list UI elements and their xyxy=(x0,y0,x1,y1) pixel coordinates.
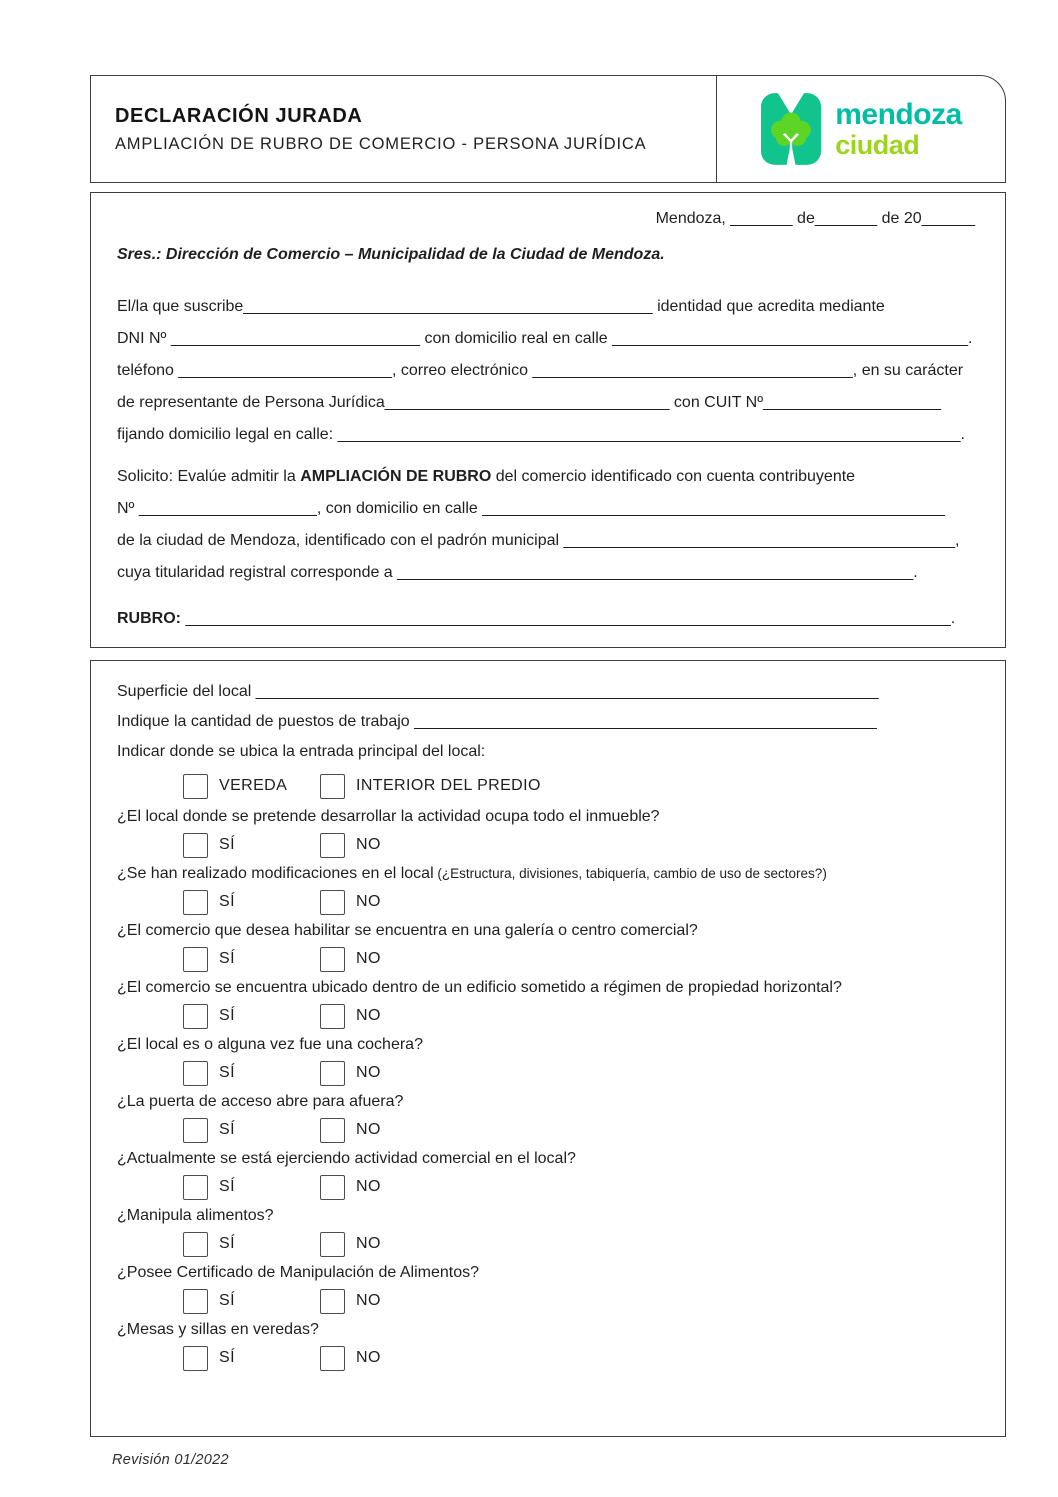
checkbox-label-si-7: SÍ xyxy=(219,1178,235,1195)
superficie-fill-line: Superficie del local ______________________________________________________________________ xyxy=(117,683,879,700)
checkbox-label-no-10: NO xyxy=(356,1349,381,1366)
question-block-6 xyxy=(117,1090,979,1143)
answer-row-4 xyxy=(183,1003,979,1029)
rubro-label: RUBRO: xyxy=(117,610,181,627)
answer-si-8 xyxy=(183,1232,320,1257)
answer-no-10 xyxy=(320,1346,381,1371)
question-main-5: ¿El local es o alguna vez fue una cochera? xyxy=(117,1036,423,1053)
checkbox-label-si-6: SÍ xyxy=(219,1121,235,1138)
page-title: DECLARACIÓN JURADA xyxy=(115,104,363,127)
checkbox-label-no-3: NO xyxy=(356,950,381,967)
question-block-7 xyxy=(117,1147,979,1200)
identity-line-suscribe: El/la que suscribe______________________________________________ identidad que acredita mediante xyxy=(117,298,885,315)
identity-line-representante: de representante de Persona Jurídica________________________________ con CUIT Nº____________________ xyxy=(117,394,942,411)
checkbox-interior-del-predio[interactable] xyxy=(320,774,345,799)
request-line-titularidad: cuya titularidad registral corresponde a __________________________________________________________. xyxy=(117,564,918,581)
answer-si-7 xyxy=(183,1175,320,1200)
answer-row-10 xyxy=(183,1345,979,1371)
checkbox-no-2[interactable] xyxy=(320,890,345,915)
option-vereda xyxy=(183,774,320,799)
question-main-3: ¿El comercio que desea habilitar se encuentra en una galería o centro comercial? xyxy=(117,922,698,939)
checkbox-label-no-4: NO xyxy=(356,1007,381,1024)
checkbox-label-interior-del-predio: INTERIOR DEL PREDIO xyxy=(356,777,541,794)
question-main-2: ¿Se han realizado modificaciones en el local xyxy=(117,865,434,882)
question-main-4: ¿El comercio se encuentra ubicado dentro de un edificio sometido a régimen de propiedad horizontal? xyxy=(117,979,842,996)
checkbox-si-5[interactable] xyxy=(183,1061,208,1086)
puestos-fill-line: Indique la cantidad de puestos de trabajo ____________________________________________________ xyxy=(117,713,877,730)
checkbox-si-6[interactable] xyxy=(183,1118,208,1143)
question-block-10 xyxy=(117,1318,979,1371)
header-title-block xyxy=(91,76,717,182)
request-line-cuenta: Nº ____________________, con domicilio en calle ____________________________________________________ xyxy=(117,500,945,517)
question-text-10 xyxy=(117,1318,979,1342)
question-block-2 xyxy=(117,862,979,915)
checkbox-no-5[interactable] xyxy=(320,1061,345,1086)
question-block-4 xyxy=(117,976,979,1029)
entrada-label: Indicar donde se ubica la entrada principal del local: xyxy=(117,743,486,760)
question-main-1: ¿El local donde se pretende desarrollar la actividad ocupa todo el inmueble? xyxy=(117,808,660,825)
entrada-options-row xyxy=(183,773,979,799)
checkbox-si-7[interactable] xyxy=(183,1175,208,1200)
question-block-8 xyxy=(117,1204,979,1257)
question-text-8 xyxy=(117,1204,979,1228)
rubro-fill: ______________________________________________________________________________________. xyxy=(181,610,956,627)
checkbox-si-8[interactable] xyxy=(183,1232,208,1257)
answer-row-6 xyxy=(183,1117,979,1143)
answer-si-9 xyxy=(183,1289,320,1314)
answer-row-8 xyxy=(183,1231,979,1257)
request-prefix: Solicito: Evalúe admitir la xyxy=(117,468,301,485)
checkbox-no-8[interactable] xyxy=(320,1232,345,1257)
question-main-9: ¿Posee Certificado de Manipulación de Alimentos? xyxy=(117,1264,479,1281)
question-text-4 xyxy=(117,976,979,1000)
answer-si-1 xyxy=(183,833,320,858)
request-highlight: AMPLIACIÓN DE RUBRO xyxy=(300,468,492,485)
letter-section xyxy=(90,192,1006,648)
question-text-5 xyxy=(117,1033,979,1057)
checkbox-label-si-1: SÍ xyxy=(219,836,235,853)
questionnaire-section xyxy=(90,660,1006,1437)
question-text-3 xyxy=(117,919,979,943)
checkbox-label-si-9: SÍ xyxy=(219,1292,235,1309)
answer-no-5 xyxy=(320,1061,381,1086)
answer-si-4 xyxy=(183,1004,320,1029)
answer-row-3 xyxy=(183,946,979,972)
option-interior-del-predio xyxy=(320,774,541,799)
checkbox-si-2[interactable] xyxy=(183,890,208,915)
answer-si-5 xyxy=(183,1061,320,1086)
answer-si-2 xyxy=(183,890,320,915)
checkbox-si-9[interactable] xyxy=(183,1289,208,1314)
question-text-6 xyxy=(117,1090,979,1114)
checkbox-label-si-10: SÍ xyxy=(219,1349,235,1366)
checkbox-label-no-6: NO xyxy=(356,1121,381,1138)
checkbox-no-9[interactable] xyxy=(320,1289,345,1314)
revision-note: Revisión 01/2022 xyxy=(112,1452,229,1468)
question-block-3 xyxy=(117,919,979,972)
checkbox-no-4[interactable] xyxy=(320,1004,345,1029)
answer-row-9 xyxy=(183,1288,979,1314)
checkbox-no-3[interactable] xyxy=(320,947,345,972)
checkbox-no-7[interactable] xyxy=(320,1175,345,1200)
checkbox-label-si-2: SÍ xyxy=(219,893,235,910)
question-text-2 xyxy=(117,862,979,886)
logo-wordmark xyxy=(835,97,962,160)
identity-line-dni: DNI Nº ____________________________ con domicilio real en calle ________________________________________. xyxy=(117,330,973,347)
checkbox-label-si-8: SÍ xyxy=(219,1235,235,1252)
question-text-7 xyxy=(117,1147,979,1171)
request-line-padron: de la ciudad de Mendoza, identificado con el padrón municipal ____________________________________________, xyxy=(117,532,960,549)
answer-no-4 xyxy=(320,1004,381,1029)
identity-line-domicilio-legal: fijando domicilio legal en calle: ______________________________________________________________________. xyxy=(117,426,965,443)
answer-si-6 xyxy=(183,1118,320,1143)
salutation: Sres.: Dirección de Comercio – Municipalidad de la Ciudad de Mendoza. xyxy=(117,246,665,263)
checkbox-si-10[interactable] xyxy=(183,1346,208,1371)
answer-no-9 xyxy=(320,1289,381,1314)
checkbox-label-no-7: NO xyxy=(356,1178,381,1195)
checkbox-label-no-9: NO xyxy=(356,1292,381,1309)
checkbox-si-4[interactable] xyxy=(183,1004,208,1029)
answer-no-1 xyxy=(320,833,381,858)
checkbox-si-3[interactable] xyxy=(183,947,208,972)
mendoza-m-tree-icon xyxy=(760,92,822,166)
logo-word-ciudad: ciudad xyxy=(835,129,920,160)
answer-row-1 xyxy=(183,832,979,858)
question-note-2: (¿Estructura, divisiones, tabiquería, cambio de uso de sectores?) xyxy=(433,866,827,881)
request-line-solicito xyxy=(117,461,979,493)
question-main-8: ¿Manipula alimentos? xyxy=(117,1207,274,1224)
date-fill-line: Mendoza, _______ de_______ de 20______ xyxy=(655,210,975,227)
question-block-1 xyxy=(117,805,979,858)
checkbox-label-no-2: NO xyxy=(356,893,381,910)
checkbox-label-si-4: SÍ xyxy=(219,1007,235,1024)
answer-row-2 xyxy=(183,889,979,915)
answer-si-3 xyxy=(183,947,320,972)
question-text-1 xyxy=(117,805,979,829)
answer-row-7 xyxy=(183,1174,979,1200)
checkbox-label-no-1: NO xyxy=(356,836,381,853)
checkbox-label-no-8: NO xyxy=(356,1235,381,1252)
checkbox-vereda[interactable] xyxy=(183,774,208,799)
checkbox-label-si-5: SÍ xyxy=(219,1064,235,1081)
answer-no-8 xyxy=(320,1232,381,1257)
checkbox-si-1[interactable] xyxy=(183,833,208,858)
answer-no-2 xyxy=(320,890,381,915)
request-suffix: del comercio identificado con cuenta contribuyente xyxy=(491,468,856,485)
logo-area xyxy=(717,76,1005,182)
rubro-fill-line xyxy=(117,607,979,631)
question-block-9 xyxy=(117,1261,979,1314)
page-subtitle: AMPLIACIÓN DE RUBRO DE COMERCIO - PERSONA JURÍDICA xyxy=(115,134,647,153)
checkbox-label-vereda: VEREDA xyxy=(219,777,288,794)
answer-no-6 xyxy=(320,1118,381,1143)
header xyxy=(90,75,1006,183)
logo-word-mendoza: mendoza xyxy=(835,97,962,131)
checkbox-no-10[interactable] xyxy=(320,1346,345,1371)
checkbox-no-1[interactable] xyxy=(320,833,345,858)
answer-row-5 xyxy=(183,1060,979,1086)
identity-line-telefono: teléfono ________________________, correo electrónico ____________________________________, en su carácter xyxy=(117,362,964,379)
checkbox-no-6[interactable] xyxy=(320,1118,345,1143)
checkbox-label-no-5: NO xyxy=(356,1064,381,1081)
question-main-10: ¿Mesas y sillas en veredas? xyxy=(117,1321,319,1338)
answer-si-10 xyxy=(183,1346,320,1371)
question-main-7: ¿Actualmente se está ejerciendo actividad comercial en el local? xyxy=(117,1150,576,1167)
question-main-6: ¿La puerta de acceso abre para afuera? xyxy=(117,1093,404,1110)
question-block-5 xyxy=(117,1033,979,1086)
checkbox-label-si-3: SÍ xyxy=(219,950,235,967)
question-text-9 xyxy=(117,1261,979,1285)
answer-no-3 xyxy=(320,947,381,972)
answer-no-7 xyxy=(320,1175,381,1200)
